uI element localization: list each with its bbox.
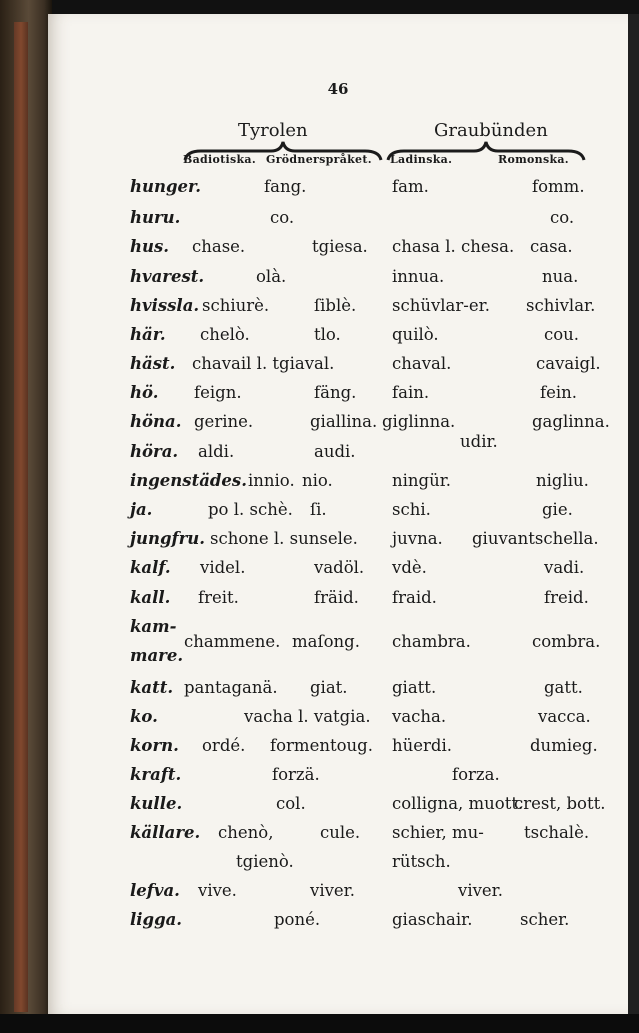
entry-term: jungfru. [130, 529, 206, 548]
entry-badiot: ordé. [202, 736, 246, 755]
entry-romon: scher. [520, 910, 570, 929]
entry-ladin: schi. [392, 500, 431, 519]
entry-badiot: chelò. [200, 325, 250, 344]
entry-groden: vadöl. [314, 558, 365, 577]
entry-romon: gaglinna. [532, 412, 610, 431]
entry-romon: vacca. [538, 707, 591, 726]
entry-badiot: gerine. [194, 412, 254, 431]
entry-badiot: pantaganä. [184, 678, 278, 697]
entry-term: här. [130, 325, 166, 344]
entry-ladin: hüerdi. [392, 736, 452, 755]
header-graubunden: Graubünden [434, 120, 548, 141]
entry-ladin: innua. [392, 267, 445, 286]
entry-groden: ſiblè. [314, 296, 357, 315]
entry-badiot: schone l. sunsele. [210, 529, 358, 548]
entry-romon: nua. [542, 267, 579, 286]
entry-romon: co. [550, 208, 575, 227]
entry-romon: giuvantschella. [472, 529, 599, 548]
entry-term: hvarest. [130, 267, 205, 286]
entry-badiot: chammene. [184, 632, 281, 651]
entry-ladin: chaval. [392, 354, 452, 373]
entry-romon: dumieg. [530, 736, 598, 755]
entry-badiot: vacha l. vatgia. [244, 707, 371, 726]
entry-groden: giat. [310, 678, 348, 697]
entry-badiot: vive. [198, 881, 237, 900]
entry-term: häst. [130, 354, 176, 373]
scan-border-bottom [0, 1014, 639, 1033]
entry-badiot: forzä. [272, 765, 320, 784]
entry-groden: tlo. [314, 325, 341, 344]
entry-romon: schivlar. [526, 296, 596, 315]
sub-grodnersprak: Grödnerspråket. [266, 153, 372, 166]
entry-badiot: co. [270, 208, 295, 227]
entry-ladin: chasa l. chesa. [392, 237, 515, 256]
book-spine [0, 0, 52, 1033]
entry-romon: combra. [532, 632, 601, 651]
entry-badiot: videl. [200, 558, 246, 577]
page-edge-right [628, 14, 639, 1014]
entry-term: höna. [130, 412, 182, 431]
entry-romon: tschalè. [524, 823, 590, 842]
entry-term: katt. [130, 678, 174, 697]
entry-term: hvissla. [130, 296, 200, 315]
entry-badiot: olà. [256, 267, 287, 286]
entry-romon: fomm. [532, 177, 585, 196]
entry-romon: cavaigl. [536, 354, 601, 373]
entry-term: ja. [130, 500, 153, 519]
entry-badiot: po l. schè. [208, 500, 293, 519]
entry-badiot: chase. [192, 237, 246, 256]
entry-term: kam- [130, 617, 177, 636]
entry-romon: freid. [544, 588, 589, 607]
entry-romon: gie. [542, 500, 573, 519]
entry-badiot: innio. [248, 471, 295, 490]
entry-badiot: feign. [194, 383, 242, 402]
entry-romon: fein. [540, 383, 578, 402]
entry-ladin: viver. [458, 881, 504, 900]
spine-stripe [14, 22, 28, 1012]
entry-ladin: giaschair. [392, 910, 473, 929]
entry-groden: formentoug. [270, 736, 373, 755]
entry-ladin: fain. [392, 383, 430, 402]
header-tyrolen: Tyrolen [238, 120, 308, 141]
entry-badiot: col. [276, 794, 306, 813]
entry-badiot: chavail l. tgiaval. [192, 354, 335, 373]
entry-badiot: aldi. [198, 442, 235, 461]
entry-ladin: fraid. [392, 588, 437, 607]
entry-ladin: forza. [452, 765, 500, 784]
entry-term-cont: mare. [130, 646, 184, 665]
entry-badiot: chenò, [218, 823, 274, 842]
entry-badiot: fang. [264, 177, 307, 196]
entry-romon: gatt. [544, 678, 583, 697]
entry-term: kall. [130, 588, 171, 607]
book-page [48, 14, 628, 1014]
entry-term: kraft. [130, 765, 182, 784]
entry-ladin: giglinna. [382, 412, 456, 431]
sub-romonska: Romonska. [498, 153, 569, 166]
entry-term: hunger. [130, 177, 201, 196]
entry-term: källare. [130, 823, 201, 842]
entry-ladin: ningür. [392, 471, 452, 490]
entry-romon: casa. [530, 237, 573, 256]
entry-term: ko. [130, 707, 158, 726]
entry-ladin: quilò. [392, 325, 439, 344]
entry-ladin: fam. [392, 177, 429, 196]
entry-ladin: giatt. [392, 678, 437, 697]
entry-groden: audi. [314, 442, 356, 461]
entry-badiot: poné. [274, 910, 321, 929]
page-number: 46 [327, 80, 349, 98]
entry-romon: crest, bott. [514, 794, 606, 813]
entry-groden: fräid. [314, 588, 359, 607]
entry-term: ingenstädes. [130, 471, 247, 490]
entry-badiot-cont: tgienò. [236, 852, 294, 871]
entry-ladin-cont: rütsch. [392, 852, 451, 871]
entry-groden: maſong. [292, 632, 360, 651]
entry-groden: viver. [310, 881, 356, 900]
entry-term: höra. [130, 442, 179, 461]
entry-groden: fäng. [314, 383, 357, 402]
entry-term: lefva. [130, 881, 180, 900]
entry-term: korn. [130, 736, 179, 755]
entry-ladin: udir. [460, 432, 498, 451]
entry-term: kulle. [130, 794, 183, 813]
entry-ladin: colligna, muott. [392, 794, 524, 813]
entry-term: kalf. [130, 558, 171, 577]
entry-romon: nigliu. [536, 471, 589, 490]
sub-badiotiska: Badiotiska. [183, 153, 256, 166]
entry-groden: giallina. [310, 412, 378, 431]
entry-ladin: juvna. [392, 529, 443, 548]
entry-romon: vadi. [544, 558, 585, 577]
entry-groden: nio. [302, 471, 333, 490]
entry-ladin: vdè. [392, 558, 427, 577]
entry-ladin: schier, mu- [392, 823, 484, 842]
entry-ladin: chambra. [392, 632, 471, 651]
entry-term: hus. [130, 237, 170, 256]
entry-ladin: schüvlar-er. [392, 296, 490, 315]
entry-groden: cule. [320, 823, 361, 842]
entry-ladin: vacha. [392, 707, 447, 726]
entry-badiot: schiurè. [202, 296, 270, 315]
entry-term: hö. [130, 383, 159, 402]
entry-groden: tgiesa. [312, 237, 368, 256]
entry-groden: ſi. [310, 500, 327, 519]
sub-ladinska: Ladinska. [390, 153, 453, 166]
entry-term: huru. [130, 208, 181, 227]
entry-term: ligga. [130, 910, 183, 929]
entry-romon: cou. [544, 325, 580, 344]
entry-badiot: freit. [198, 588, 239, 607]
